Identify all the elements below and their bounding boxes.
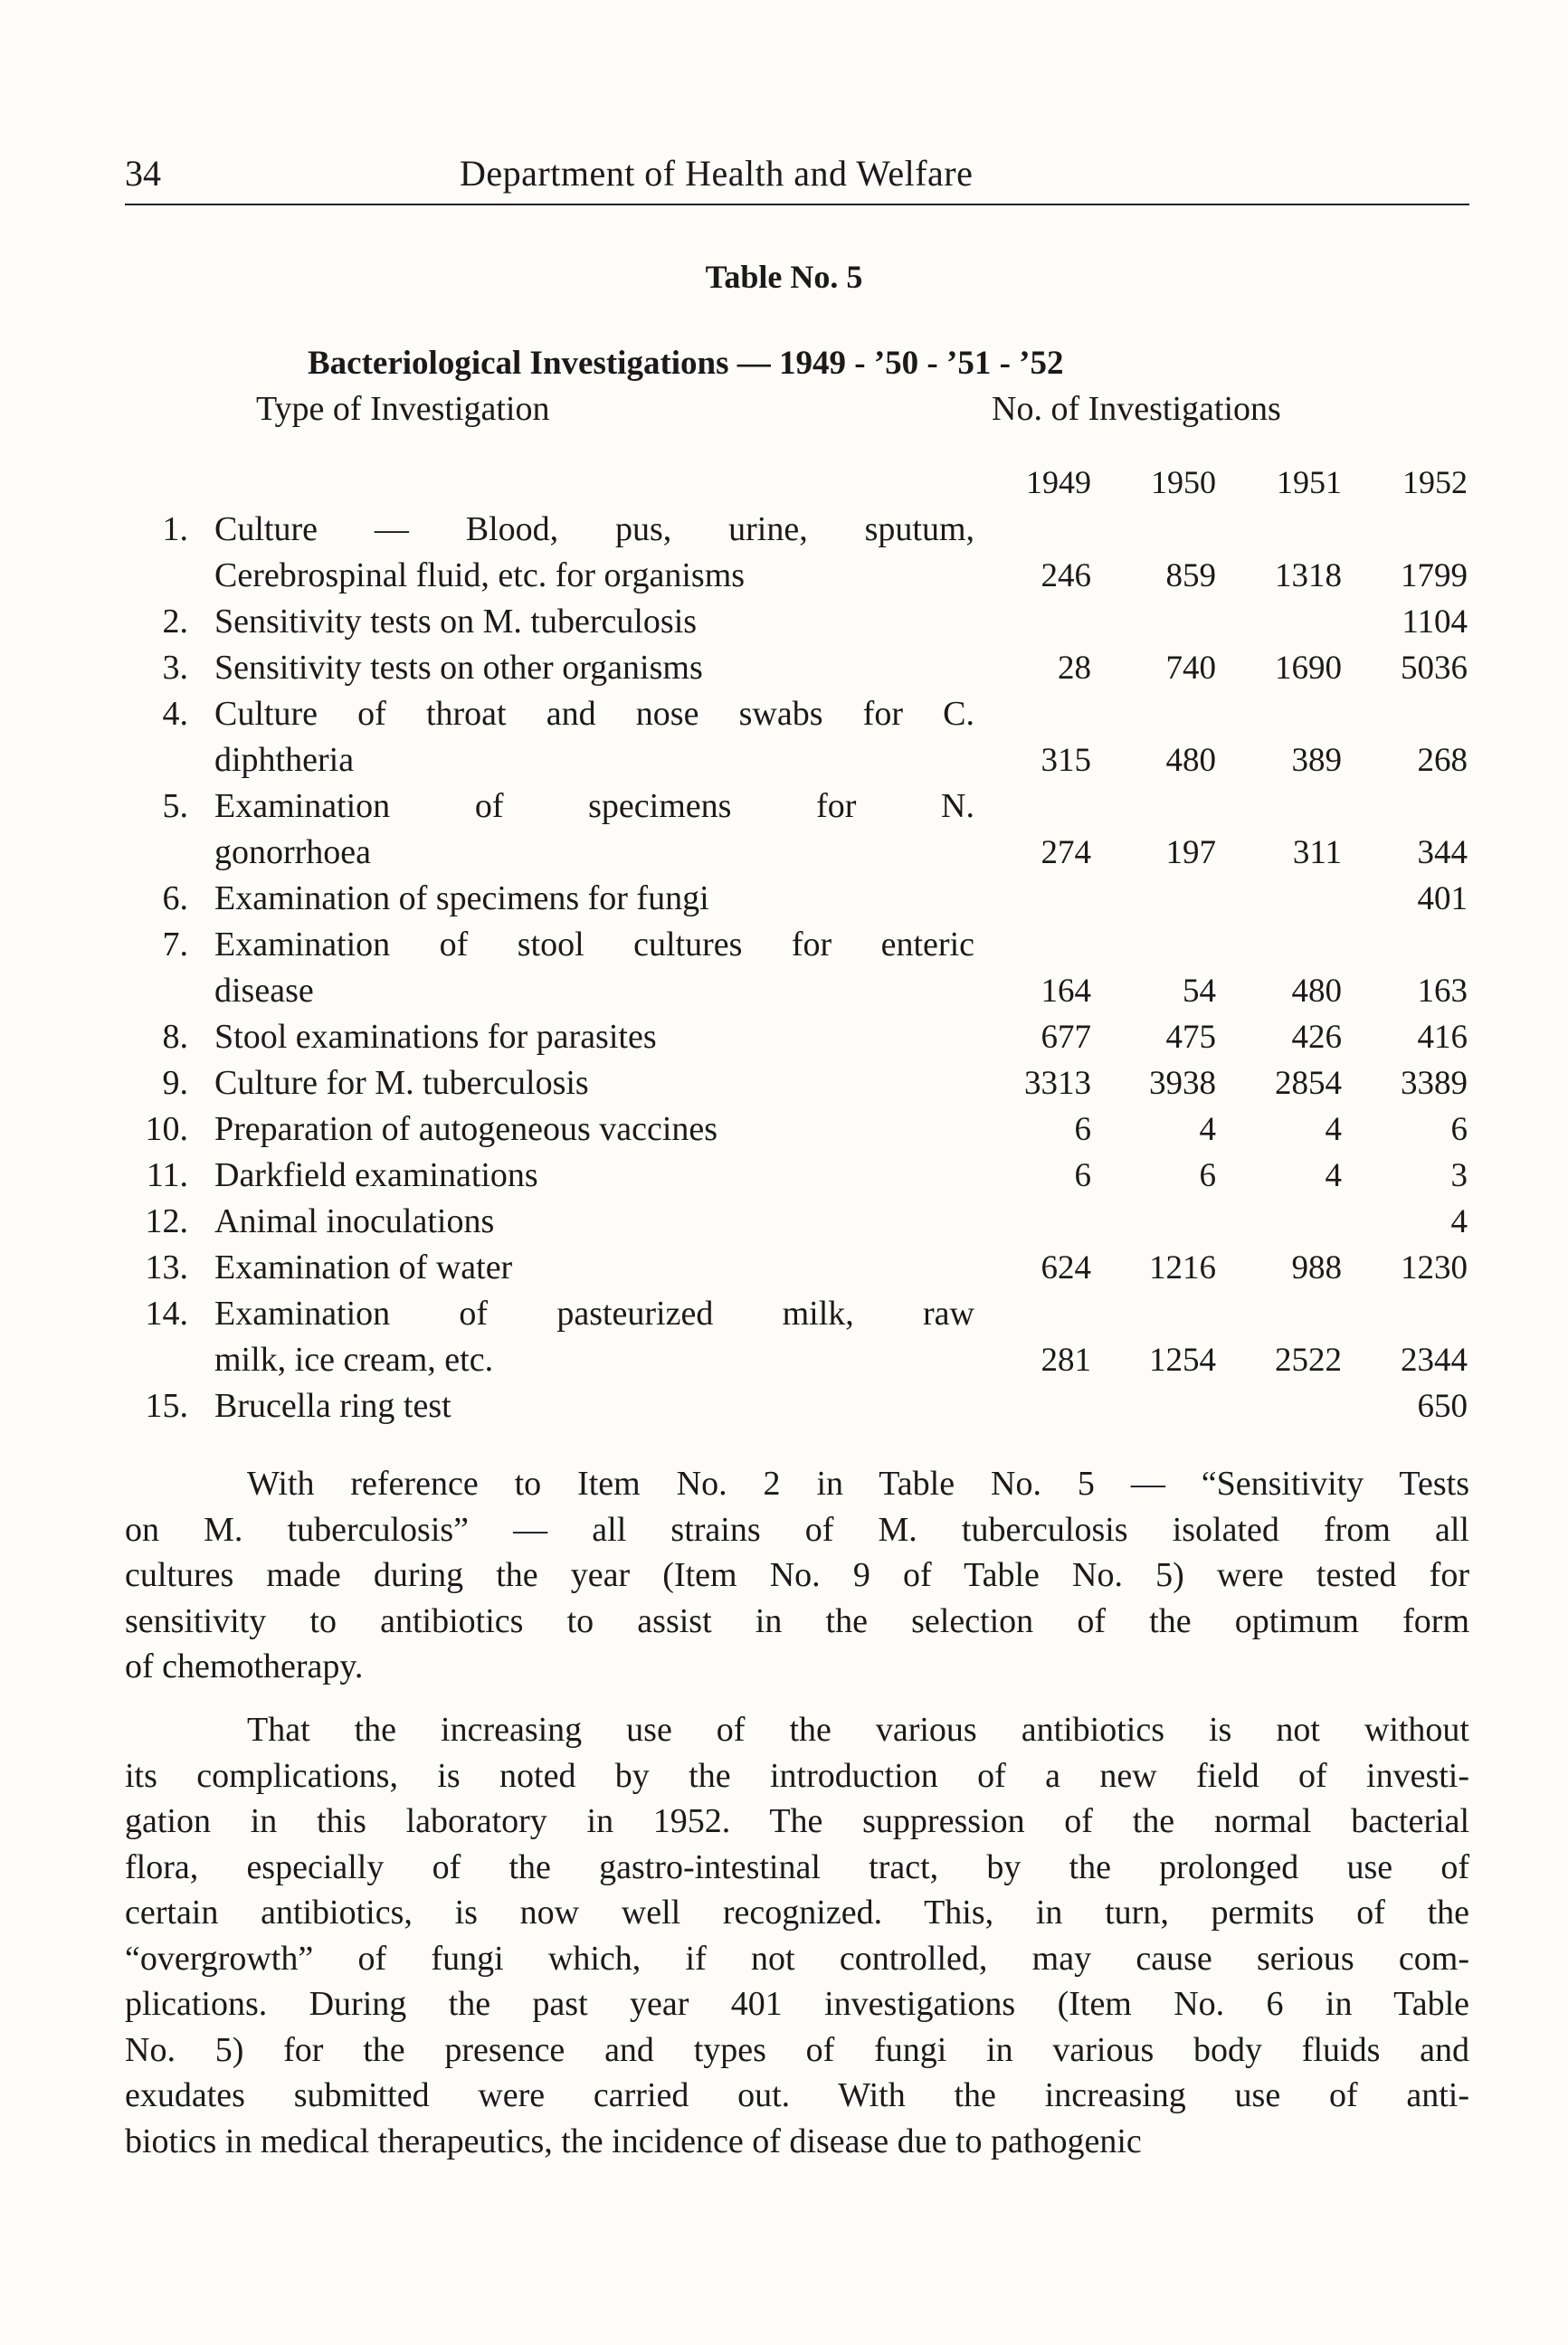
cell-1952: 344 — [1417, 834, 1468, 871]
row-description-text: Brucella ring test — [214, 1387, 451, 1425]
table-row — [0, 783, 1568, 876]
table-subtitle: Bacteriological Investigations — 1949 - ’50 - ’51 - ’52 — [308, 345, 1064, 382]
row-description-text: Stool examinations for parasites — [214, 1018, 657, 1056]
row-description-text: Preparation of autogeneous vaccines — [214, 1110, 718, 1148]
paragraph-line: That the increasing use of the various antibiotics is not without — [247, 1711, 1469, 1749]
row-description-line — [214, 1383, 974, 1429]
cell-1952: 5036 — [1401, 650, 1468, 687]
row-description — [214, 645, 974, 691]
cell-1950: 197 — [1165, 834, 1216, 871]
row-description-line — [214, 599, 974, 645]
paragraph-line: gation in this laboratory in 1952. The suppression of the normal bacterial — [125, 1802, 1469, 1840]
year-1952: 1952 — [1402, 464, 1468, 500]
table-row — [0, 691, 1568, 783]
paragraph-line: With reference to Item No. 2 in Table No. 5 — “Sensitivity Tests — [247, 1465, 1469, 1503]
paragraph-line: No. 5) for the presence and types of fungi in various body fluids and — [125, 2030, 1469, 2069]
cell-1949: 164 — [1041, 973, 1091, 1010]
table-row — [0, 876, 1568, 922]
paragraph-2 — [125, 1707, 1469, 2164]
table-row — [0, 599, 1568, 645]
row-number: 5. — [162, 787, 188, 825]
paragraph-line: biotics in medical therapeutics, the incidence of disease due to pathogenic — [125, 2122, 1142, 2160]
cell-1951: 480 — [1291, 973, 1342, 1010]
cell-1951: 988 — [1291, 1249, 1342, 1286]
year-1950: 1950 — [1151, 464, 1216, 500]
cell-1950: 6 — [1199, 1157, 1216, 1194]
cell-1950: 3938 — [1149, 1065, 1216, 1102]
row-number: 11. — [146, 1156, 188, 1194]
row-description-line: Examination of specimens for N. — [214, 787, 974, 825]
row-description-line — [214, 1153, 974, 1199]
cell-1952: 163 — [1417, 973, 1468, 1010]
row-number: 9. — [162, 1064, 188, 1102]
row-number: 1. — [162, 510, 188, 548]
row-description-text: diphtheria — [214, 741, 355, 779]
cell-1952: 401 — [1417, 880, 1468, 917]
row-number: 6. — [162, 879, 188, 917]
page-header — [125, 152, 1469, 206]
column-header-type: Type of Investigation — [256, 390, 550, 428]
table-row — [0, 1383, 1568, 1429]
row-description-line: Examination of pasteurized milk, raw — [214, 1295, 974, 1333]
paragraph-1 — [125, 1461, 1469, 1690]
cell-1952: 268 — [1417, 742, 1468, 779]
table-row — [0, 507, 1568, 599]
column-header-count: No. of Investigations — [992, 390, 1281, 428]
paragraph-line: of chemotherapy. — [125, 1647, 364, 1685]
row-number: 14. — [145, 1295, 188, 1333]
row-description-text: Culture for M. tuberculosis — [214, 1064, 589, 1102]
paragraph-line: sensitivity to antibiotics to assist in the selection of the optimum form — [125, 1601, 1469, 1640]
row-number: 3. — [162, 649, 188, 687]
page-number: 34 — [125, 153, 161, 194]
row-description-text: Examination of specimens for fungi — [214, 879, 709, 917]
row-description-line — [214, 1014, 974, 1060]
row-number: 8. — [162, 1018, 188, 1056]
row-description-line — [214, 1106, 974, 1153]
row-description-line: Culture — Blood, pus, urine, sputum, — [214, 510, 974, 548]
row-description — [214, 1014, 974, 1060]
cell-1951: 1318 — [1275, 557, 1342, 594]
row-number: 12. — [145, 1202, 188, 1240]
cell-1951: 2854 — [1275, 1065, 1342, 1102]
cell-1952: 4 — [1450, 1203, 1468, 1240]
table-row — [0, 1199, 1568, 1245]
table-row — [0, 1153, 1568, 1199]
cell-1949: 28 — [1058, 650, 1091, 687]
row-description-line — [214, 876, 974, 922]
table-row — [0, 1060, 1568, 1106]
table-row — [0, 1014, 1568, 1060]
header-rule — [125, 204, 1469, 205]
row-description — [214, 1060, 974, 1106]
cell-1951: 2522 — [1275, 1342, 1342, 1379]
cell-1950: 480 — [1165, 742, 1216, 779]
row-description-line — [214, 1245, 974, 1291]
cell-1952: 416 — [1417, 1019, 1468, 1056]
paragraph-line: cultures made during the year (Item No. 9 of Table No. 5) were tested for — [125, 1556, 1469, 1594]
row-description-text: milk, ice cream, etc. — [214, 1341, 494, 1379]
row-number: 10. — [145, 1110, 188, 1148]
row-description — [214, 876, 974, 922]
row-description-line — [214, 553, 974, 599]
cell-1950: 475 — [1165, 1019, 1216, 1056]
cell-1952: 6 — [1450, 1111, 1468, 1148]
row-description — [214, 922, 974, 1014]
row-description-line — [214, 737, 974, 783]
row-description-line — [214, 1199, 974, 1245]
cell-1950: 1254 — [1149, 1342, 1216, 1379]
row-description — [214, 599, 974, 645]
row-description — [214, 691, 974, 783]
row-description-text: Darkfield examinations — [214, 1156, 538, 1194]
cell-1952: 1799 — [1401, 557, 1468, 594]
row-description — [214, 507, 974, 599]
cell-1949: 3313 — [1024, 1065, 1091, 1102]
row-description-text: Sensitivity tests on other organisms — [214, 649, 703, 687]
cell-1951: 4 — [1325, 1111, 1342, 1148]
row-description — [214, 1291, 974, 1383]
cell-1951: 389 — [1291, 742, 1342, 779]
paragraph-line: on M. tuberculosis” — all strains of M. tuberculosis isolated from all — [125, 1510, 1469, 1549]
paragraph-line: “overgrowth” of fungi which, if not controlled, may cause serious com- — [125, 1939, 1469, 1978]
cell-1952: 2344 — [1401, 1342, 1468, 1379]
cell-1950: 740 — [1165, 650, 1216, 687]
row-description-text: Animal inoculations — [214, 1202, 495, 1240]
paragraph-line: plications. During the past year 401 investigations (Item No. 6 in Table — [125, 1985, 1469, 2023]
table-row — [0, 1291, 1568, 1383]
row-description — [214, 1245, 974, 1291]
running-head: Department of Health and Welfare — [460, 153, 974, 194]
cell-1949: 624 — [1041, 1249, 1091, 1286]
cell-1949: 246 — [1041, 557, 1091, 594]
cell-1952: 1104 — [1402, 603, 1468, 641]
row-description-text: disease — [214, 972, 314, 1010]
row-description-line: Examination of stool cultures for enteric — [214, 926, 974, 964]
paragraph-line: its complications, is noted by the introduction of a new field of investi- — [125, 1756, 1469, 1795]
paragraph-line: certain antibiotics, is now well recognized. This, in turn, permits of the — [125, 1894, 1469, 1932]
row-description-text: Sensitivity tests on M. tuberculosis — [214, 603, 698, 641]
table-title: Table No. 5 — [705, 259, 863, 295]
cell-1949: 677 — [1041, 1019, 1091, 1056]
row-description-text: Cerebrospinal fluid, etc. for organisms — [214, 556, 746, 594]
row-description-line — [214, 1337, 974, 1383]
cell-1951: 4 — [1325, 1157, 1342, 1194]
row-description — [214, 1106, 974, 1153]
year-header-row — [992, 463, 1471, 507]
cell-1949: 315 — [1041, 742, 1091, 779]
cell-1949: 274 — [1041, 834, 1091, 871]
row-description-line — [214, 645, 974, 691]
row-description-text: Examination of water — [214, 1248, 513, 1286]
cell-1950: 859 — [1165, 557, 1216, 594]
row-number: 13. — [145, 1248, 188, 1286]
row-description — [214, 1199, 974, 1245]
cell-1949: 6 — [1074, 1111, 1091, 1148]
cell-1950: 54 — [1183, 973, 1216, 1010]
row-description-text: gonorrhoea — [214, 833, 372, 871]
cell-1949: 6 — [1074, 1157, 1091, 1194]
cell-1952: 3 — [1450, 1157, 1468, 1194]
row-description-line — [214, 830, 974, 876]
cell-1952: 3389 — [1401, 1065, 1468, 1102]
table-row — [0, 645, 1568, 691]
cell-1950: 4 — [1199, 1111, 1216, 1148]
paragraph-line: exudates submitted were carried out. With the increasing use of anti- — [125, 2076, 1469, 2114]
paragraph-line: flora, especially of the gastro-intestinal tract, by the prolonged use of — [125, 1847, 1469, 1886]
cell-1951: 1690 — [1275, 650, 1342, 687]
row-number: 7. — [162, 926, 188, 964]
table-row — [0, 1106, 1568, 1153]
row-number: 2. — [162, 603, 188, 641]
cell-1949: 281 — [1041, 1342, 1091, 1379]
row-description-line: Culture of throat and nose swabs for C. — [214, 695, 974, 733]
year-1951: 1951 — [1277, 464, 1342, 500]
table-row — [0, 922, 1568, 1014]
cell-1951: 426 — [1291, 1019, 1342, 1056]
row-number: 15. — [145, 1387, 188, 1425]
year-1949: 1949 — [1026, 464, 1091, 500]
row-description-line — [214, 968, 974, 1014]
row-number: 4. — [162, 695, 188, 733]
table-row — [0, 1245, 1568, 1291]
cell-1950: 1216 — [1149, 1249, 1216, 1286]
cell-1952: 650 — [1417, 1388, 1468, 1425]
cell-1951: 311 — [1292, 834, 1342, 871]
row-description — [214, 1153, 974, 1199]
row-description — [214, 1383, 974, 1429]
cell-1952: 1230 — [1401, 1249, 1468, 1286]
row-description-line — [214, 1060, 974, 1106]
row-description — [214, 783, 974, 876]
